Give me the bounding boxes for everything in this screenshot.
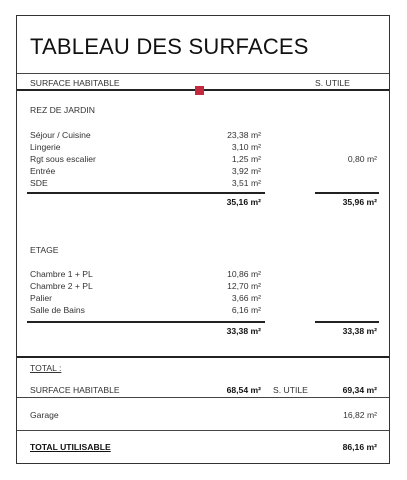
divider (17, 356, 389, 358)
room-label: SDE (30, 178, 48, 188)
room-surface: 10,86 m² (227, 269, 261, 279)
subtotal-line (27, 192, 265, 194)
room-label: Chambre 1 + PL (30, 269, 93, 279)
room-surface: 3,92 m² (231, 166, 261, 176)
rez-total-utile: 35,96 m² (342, 197, 377, 207)
section-heading-rez: REZ DE JARDIN (30, 105, 95, 115)
rez-total-habitable: 35,16 m² (226, 197, 261, 207)
garage-label: Garage (30, 410, 59, 420)
watermark-mark (195, 86, 204, 95)
room-label: Salle de Bains (30, 305, 85, 315)
total-s-utile: 69,34 m² (342, 385, 377, 395)
etage-total-habitable: 33,38 m² (226, 326, 261, 336)
room-surface-utile: 0,80 m² (347, 154, 377, 164)
room-label: Rgt sous escalier (30, 154, 96, 164)
room-surface: 3,51 m² (231, 178, 261, 188)
header-surface-habitable: SURFACE HABITABLE (30, 78, 120, 88)
room-surface: 3,66 m² (231, 293, 261, 303)
room-label: Séjour / Cuisine (30, 130, 91, 140)
total-surface-habitable: 68,54 m² (226, 385, 261, 395)
total-s-utile-label: S. UTILE (273, 385, 308, 395)
etage-total-utile: 33,38 m² (342, 326, 377, 336)
room-surface: 6,16 m² (231, 305, 261, 315)
room-label: Entrée (30, 166, 56, 176)
room-label: Lingerie (30, 142, 61, 152)
room-surface: 23,38 m² (227, 130, 261, 140)
subtotal-line (27, 321, 265, 323)
divider (17, 430, 389, 431)
total-utilisable-label: TOTAL UTILISABLE (30, 442, 111, 452)
divider (17, 73, 389, 74)
divider (17, 397, 389, 398)
total-surface-habitable-label: SURFACE HABITABLE (30, 385, 120, 395)
surface-table (16, 15, 390, 464)
subtotal-line (315, 192, 379, 194)
room-surface: 12,70 m² (227, 281, 261, 291)
garage-surface: 16,82 m² (343, 410, 377, 420)
page-title: TABLEAU DES SURFACES (30, 34, 309, 59)
room-label: Palier (30, 293, 52, 303)
total-utilisable-value: 86,16 m² (342, 442, 377, 452)
room-surface: 1,25 m² (231, 154, 261, 164)
subtotal-line (315, 321, 379, 323)
total-heading: TOTAL : (30, 363, 62, 373)
section-heading-etage: ETAGE (30, 245, 59, 255)
header-s-utile: S. UTILE (315, 78, 350, 88)
room-surface: 3,10 m² (231, 142, 261, 152)
room-label: Chambre 2 + PL (30, 281, 93, 291)
